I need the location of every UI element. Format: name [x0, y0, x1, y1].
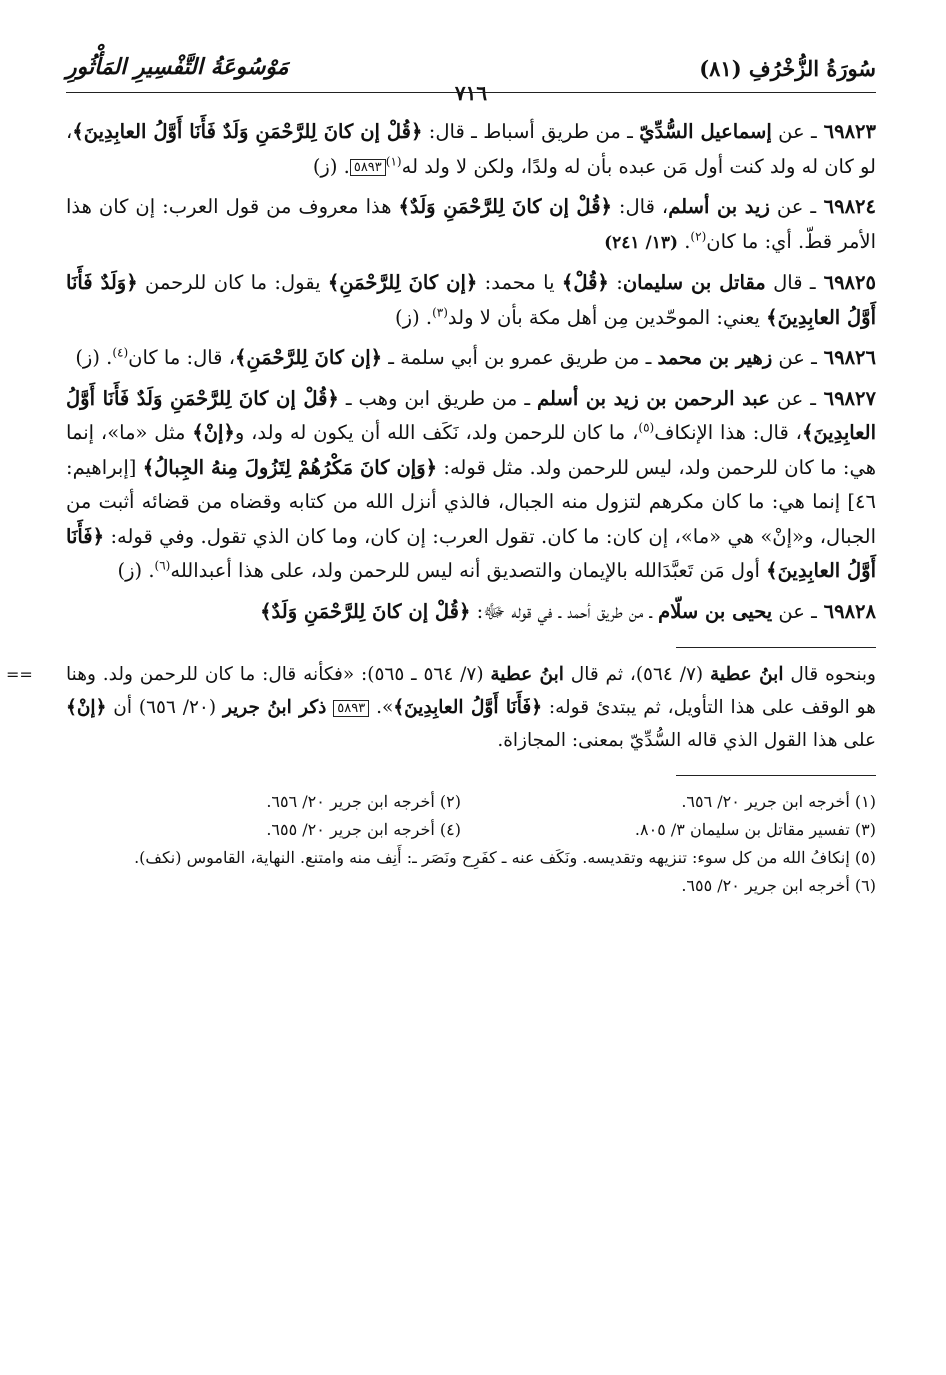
- quran-quote: ﴿وَلَدٌ فَأَنَا أَوَّلُ العابِدِينَ﴾: [66, 271, 876, 329]
- quran-quote: ﴿قُلْ﴾: [561, 271, 609, 294]
- narration-entry: [66, 382, 876, 589]
- narrations-list: [66, 115, 876, 629]
- running-head: [66, 52, 876, 93]
- narrator-name: ابنُ عطية: [709, 664, 784, 685]
- narration-number: ٦٩٨٢٨: [816, 599, 876, 623]
- narration-number: ٦٩٨٢٣: [816, 120, 876, 143]
- text-run: ـ عن: [771, 120, 817, 143]
- footnote-marker: (٦): [154, 558, 171, 573]
- text-run: ـ عن: [769, 386, 817, 410]
- quran-quote: ﴿وَإن كانَ مَكْرُهُمْ لِتَزُولَ مِنهُ الجِبالُ﴾: [142, 455, 438, 479]
- footnote-6: (٦) أخرجه ابن جرير ٢٠/ ٦٥٥.: [681, 876, 876, 895]
- footnote-4: (٤) أخرجه ابن جرير ٢٠/ ٦٥٥.: [266, 820, 461, 839]
- quran-quote: ﴿قُلْ إن كانَ لِلرَّحْمَنِ وَلَدٌ﴾: [260, 599, 471, 623]
- comment-ref-box: ٥٨٩٣: [350, 159, 386, 176]
- narration-entry: [66, 115, 876, 184]
- commentary-rule: [676, 647, 876, 648]
- text-run: ـ من طريق عمرو بن أبي سلمة ـ: [382, 346, 658, 369]
- text-run: . (ز): [117, 559, 155, 582]
- narration-text: [66, 115, 876, 184]
- narration-entry: [66, 595, 876, 630]
- narration-text: [66, 190, 876, 260]
- footnote-marker: (١): [385, 154, 402, 168]
- text-run: يا محمد:: [477, 271, 562, 294]
- text-run: ـ عن: [772, 346, 817, 369]
- text-run: على هذا القول الذي قاله السُّدِّيّ بمعنى: المجازاة.: [497, 730, 876, 751]
- quran-quote: ﴿فَأَنَا أَوَّلُ العابِدِينَ﴾: [66, 524, 876, 582]
- narrator-name: مقاتل بن سليمان: [622, 271, 766, 294]
- footnote-1: (١) أخرجه ابن جرير ٢٠/ ٦٥٦.: [681, 792, 876, 811]
- footnotes: [66, 788, 876, 900]
- page-number: ٧١٦: [445, 81, 497, 105]
- text-run: ـ من طريق أسباط ـ قال:: [422, 120, 640, 143]
- text-run: [326, 697, 333, 718]
- narration-number: ٦٩٨٢٤: [816, 195, 876, 218]
- narration-number: ٦٩٨٢٧: [816, 386, 876, 410]
- footnote-marker: (٥): [638, 420, 655, 435]
- continuation-mark: ==: [6, 665, 33, 684]
- text-run: ، قال:: [611, 195, 669, 218]
- footnote-marker: (٣): [432, 305, 448, 319]
- commentary-text: [66, 664, 876, 751]
- surah-title: سُورَةُ الزُّخْرُفِ (٨١): [699, 56, 876, 81]
- commentary-note: [6, 658, 876, 757]
- text-run: ـ قال: [765, 271, 816, 294]
- book-title: مَوْسُوعَةُ التَّفْسِيرِ المَأْثُورِ: [66, 54, 289, 80]
- narrator-name: يحيى بن سلّام: [658, 599, 773, 623]
- quran-quote: ﴿إنْ﴾: [192, 421, 235, 444]
- narrator-name: زهير بن محمد: [657, 346, 773, 369]
- text-run: يقول: ما كان للرحمن: [137, 271, 328, 294]
- text-run: ـ عن: [772, 599, 817, 623]
- comment-ref-box: ٥٨٩٣: [333, 700, 369, 717]
- text-run: وبنحوه قال: [783, 664, 876, 685]
- quran-quote: ﴿فَأَنَا أَوَّلُ العابِدِينَ﴾: [393, 697, 543, 718]
- text-run: . (ز): [312, 154, 350, 178]
- narration-number: ٦٩٨٢٦: [816, 346, 876, 369]
- volume-ref: (١٣/ ٢٤١): [604, 232, 679, 253]
- text-run: أول مَن تَعبَّدَالله بالإيمان والتصديق أنه ليس للرحمن ولد، على هذا أعبدالله: [170, 559, 767, 582]
- narrator-name: زيد بن أسلم: [668, 195, 770, 218]
- text-run: (٧/ ٥٦٤ ـ ٥٦٥): «فكأنه قال: ما كان للرحمن ولد. وهنا هو الوقف على هذا التأويل، ثم يبتدئ قوله:: [66, 664, 876, 718]
- text-run: ، ما كان للرحمن ولد، نَكَف الله أن يكون له ولد، و: [234, 421, 639, 444]
- text-run: ـ عن: [769, 195, 817, 218]
- text-run: ـ من طريق أحمد ـ في قوله ﷻ:: [470, 599, 659, 623]
- text-run: . (ز): [75, 346, 113, 369]
- quran-quote: ﴿إن كانَ لِلرَّحْمَنِ﴾: [327, 271, 478, 294]
- footnote-marker: (٢): [690, 229, 707, 243]
- narrator-name: ذكر ابنُ جرير: [222, 697, 327, 718]
- page: [6, 52, 877, 900]
- narrator-name: عبد الرحمن بن زيد بن أسلم: [537, 386, 770, 410]
- quran-quote: ﴿قُلْ إن كانَ لِلرَّحْمَنِ وَلَدٌ فَأَنَا أَوَّلُ العابِدِينَ﴾: [72, 120, 423, 143]
- quran-quote: ﴿إن كانَ لِلرَّحْمَنِ﴾: [235, 346, 383, 369]
- footnotes-rule: [676, 775, 876, 776]
- text-run: ، لو كان له ولد كنت أول مَن عبده بأن له ولدًا، ولكن لا ولد له: [66, 120, 876, 178]
- narrator-name: ابنُ عطية: [490, 664, 564, 685]
- text-run: (٧/ ٥٦٤)، ثم قال: [563, 664, 710, 685]
- text-run: يعني: الموحّدين مِن أهل مكة بأن لا ولد: [447, 305, 767, 329]
- footnote-marker: (٤): [112, 345, 129, 360]
- text-run: ».: [369, 697, 394, 718]
- text-run: :: [608, 271, 623, 294]
- quran-quote: ﴿قُلْ إن كانَ لِلرَّحْمَنِ وَلَدٌ﴾: [398, 195, 612, 218]
- narration-number: ٦٩٨٢٥: [815, 271, 876, 294]
- narration-text: [66, 341, 876, 376]
- text-run: ، قال: هذا الإنكاف: [654, 421, 802, 444]
- narration-text: [66, 266, 876, 335]
- narration-text: [66, 595, 876, 630]
- narration-entry: [66, 266, 876, 335]
- footnote-5: (٥) إنكافُ الله من كل سوء: تنزيهه وتقديسه. ونَكَف عنه ـ كفَرِح ونَصَر ـ: أَنِف منه وامتنع. النهاية، القاموس (نكف).: [134, 848, 876, 867]
- footnote-2: (٢) أخرجه ابن جرير ٢٠/ ٦٥٦.: [266, 792, 461, 811]
- narration-entry: [66, 341, 876, 376]
- text-run: هذا معروف من قول العرب: إن كان هذا الأمر قطّ. أي: ما كان: [66, 195, 876, 253]
- text-run: ـ من طريق ابن وهب ـ: [338, 386, 538, 410]
- footnote-3: (٣) تفسير مقاتل بن سليمان ٣/ ٨٠٥.: [634, 820, 876, 839]
- quran-quote: ﴿قُلْ إن كانَ لِلرَّحْمَنِ وَلَدٌ فَأَنَا أَوَّلُ العابِدِينَ﴾: [66, 386, 877, 444]
- text-run: ، قال: ما كان: [128, 346, 235, 369]
- text-run: (٢٠/ ٦٥٦) أن: [106, 697, 223, 718]
- text-run: .: [678, 229, 691, 253]
- text-run: [إبراهيم: ٤٦] إنما هي: ما كان مكرهم لتزول منه الجبال، فالذي أنزل الله من كتابه وقضاه من قضائه أثبت من الجبال، و«إنْ» هي «ما»، إن كان: ما كان. تقول العرب: إن كان، وما كان الذي تقول. وفي قوله:: [66, 455, 876, 548]
- narrator-name: إسماعيل السُّدِّيّ: [639, 120, 772, 143]
- narration-entry: [66, 190, 876, 260]
- text-run: مثل «ما»، إنما هي: ما كان للرحمن ولد، ليس للرحمن ولد. مثل قوله:: [66, 421, 877, 479]
- narration-text: [66, 382, 876, 589]
- quran-quote: ﴿إنْ﴾: [66, 697, 107, 718]
- text-run: . (ز): [395, 305, 433, 329]
